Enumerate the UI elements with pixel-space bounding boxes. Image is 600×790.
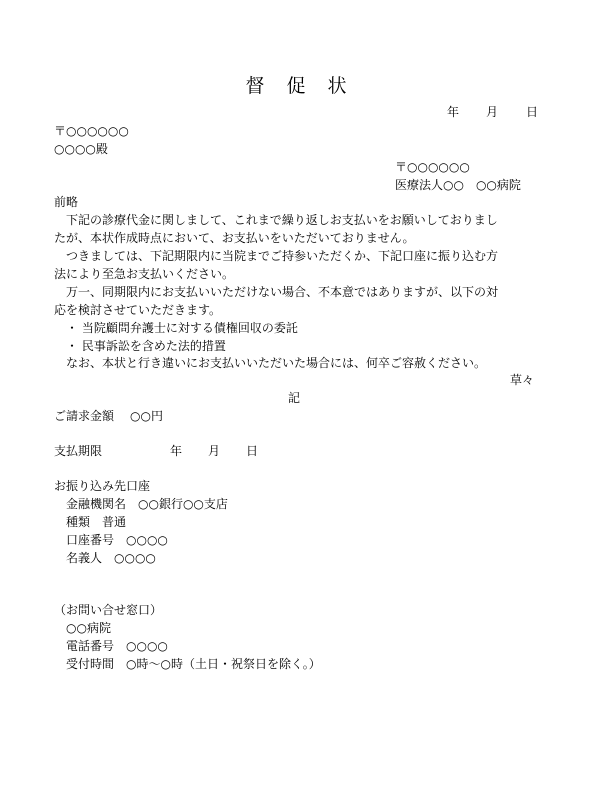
body-line: 万一、同期限内にお支払いいただけない場合、不本意ではありますが、以下の対	[54, 285, 499, 299]
recipient-name: ○○○○殿	[54, 142, 108, 156]
contact-hours: 受付時間 ○時～○時（土日・祝祭日を除く。）	[66, 657, 321, 671]
date-year: 年	[447, 105, 460, 119]
sender-postal: 〒○○○○○○	[395, 160, 470, 174]
amount-label: ご請求金額	[54, 409, 115, 423]
sender-name: 医療法人○○ ○○病院	[395, 178, 521, 192]
bank-type: 種類 普通	[66, 515, 127, 529]
body-line: なお、本状と行き違いにお支払いいただいた場合には、何卒ご容赦ください。	[54, 356, 487, 370]
amount-value: ○○円	[130, 409, 163, 423]
deadline-month: 月	[208, 444, 221, 458]
bullet-item: ・ 民事訴訟を含めた法的措置	[54, 339, 226, 353]
body-line: たが、本状作成時点において、お支払いをいただいておりません。	[54, 231, 415, 245]
contact-heading: （お問い合せ窓口）	[54, 603, 163, 617]
body-line: 法により至急お支払いください。	[54, 267, 235, 281]
deadline-label: 支払期限	[54, 444, 103, 458]
recipient-postal: 〒○○○○○○	[54, 124, 129, 138]
contact-hospital: ○○病院	[66, 621, 111, 635]
deadline-day: 日	[246, 444, 259, 458]
ki-marker: 記	[288, 391, 301, 405]
closing-word: 草々	[510, 373, 535, 387]
body-line: つきましては、下記期限内に当院までご持参いただくか、下記口座に振り込む方	[54, 249, 499, 263]
page-title: 督 促 状	[245, 75, 355, 97]
bullet-item: ・ 当院顧問弁護士に対する債権回収の委託	[54, 321, 298, 335]
date-month: 月	[486, 105, 499, 119]
opening-greeting: 前略	[54, 195, 79, 209]
contact-phone: 電話番号 ○○○○	[66, 639, 168, 653]
deadline-year: 年	[170, 444, 183, 458]
date-day: 日	[526, 105, 539, 119]
bank-institution: 金融機関名 ○○銀行○○支店	[66, 497, 228, 511]
body-line: 下記の診療代金に関しまして、これまで繰り返しお支払いをお願いしておりまし	[54, 213, 498, 227]
bank-heading: お振り込み先口座	[54, 479, 151, 493]
bank-account: 口座番号 ○○○○	[66, 533, 168, 547]
body-line: 応を検討させていただきます。	[54, 303, 222, 317]
bank-holder: 名義人 ○○○○	[66, 551, 156, 565]
